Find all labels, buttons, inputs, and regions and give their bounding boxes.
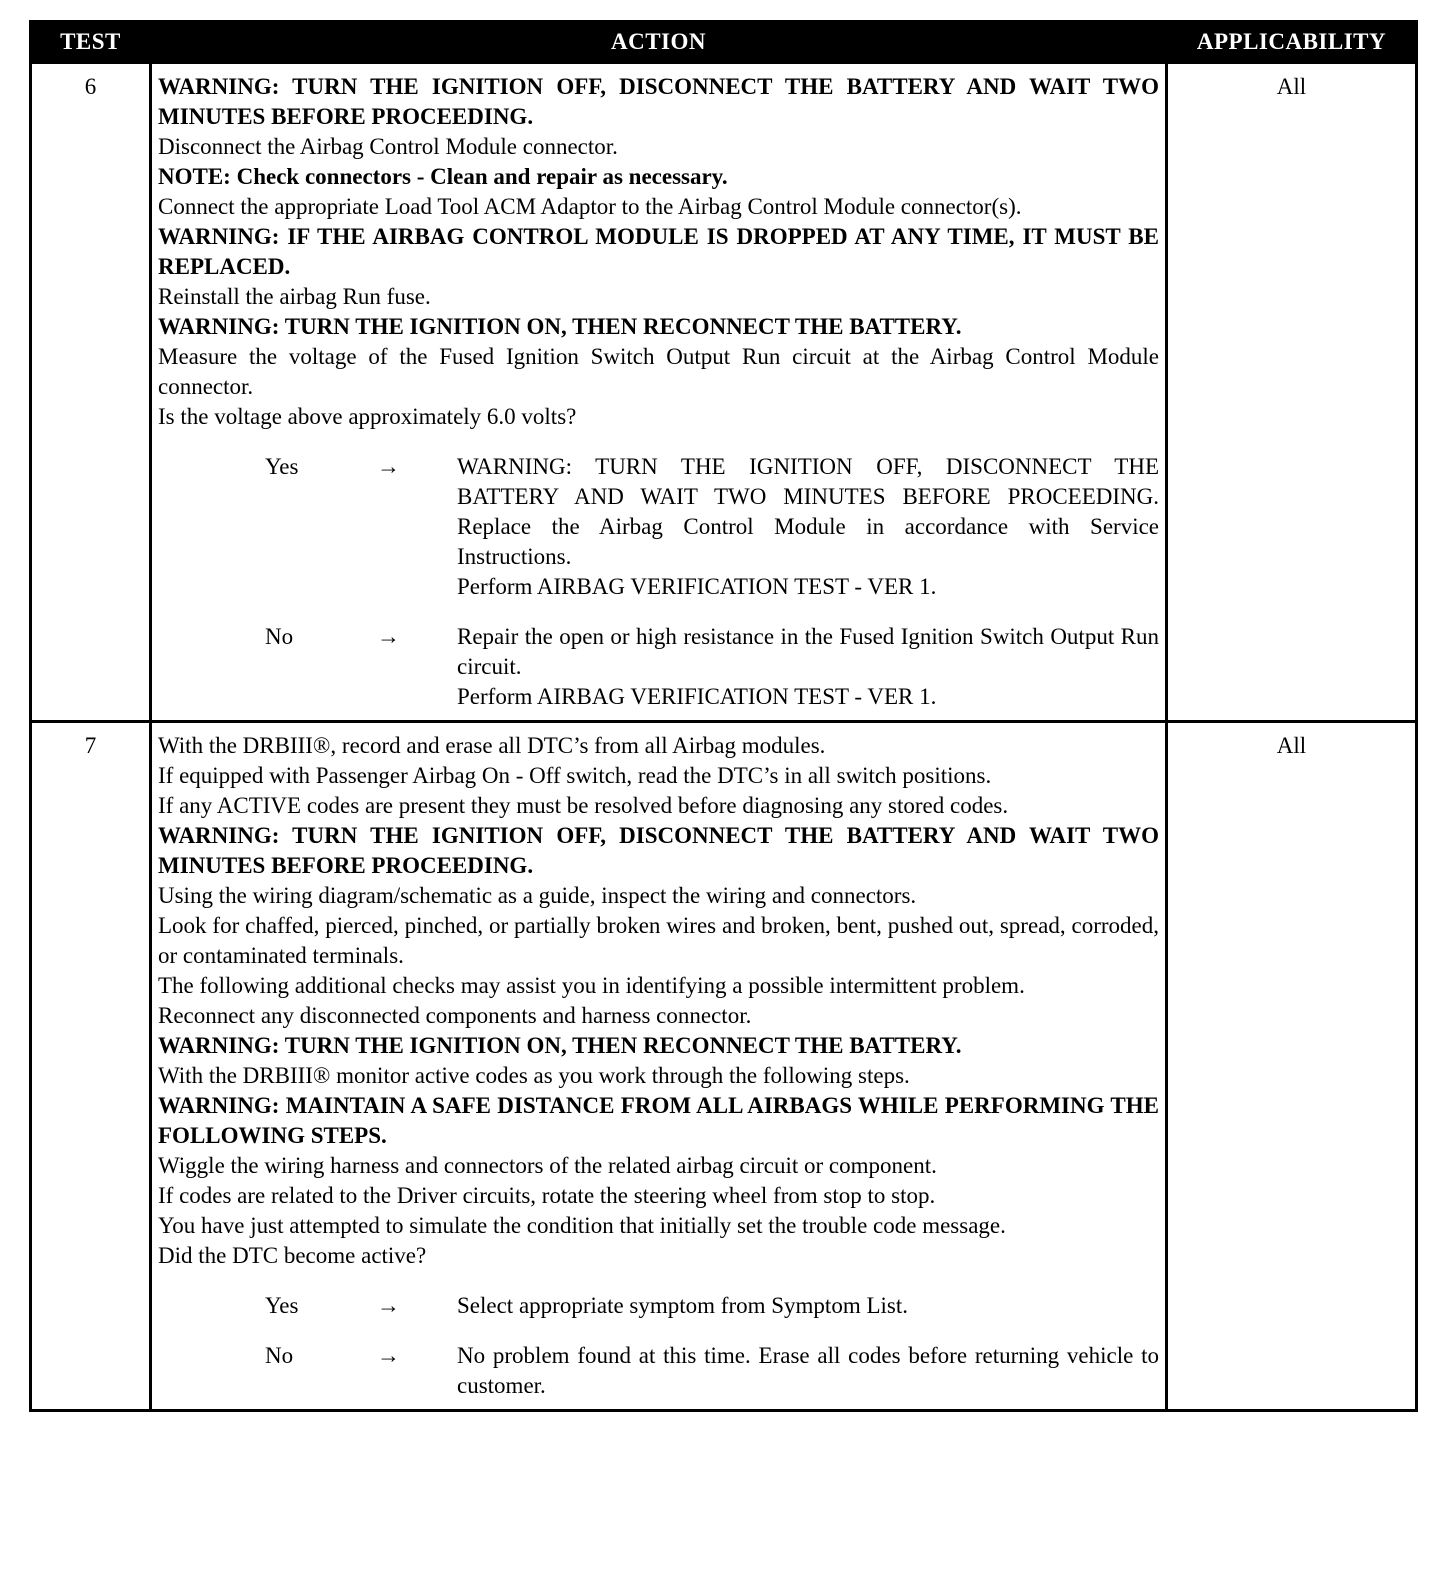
table-body [31, 63, 1417, 1411]
instruction-text: If codes are related to the Driver circuits, rotate the steering wheel from stop to stop. [158, 1183, 936, 1208]
table-row [31, 63, 1417, 722]
instruction-text: If any ACTIVE codes are present they must be resolved before diagnosing any stored codes. [158, 793, 1009, 818]
branch-label: Yes [265, 454, 299, 479]
branch-no [158, 1341, 1159, 1401]
branch-text [457, 1341, 1159, 1401]
instruction-text: Reinstall the airbag Run fuse. [158, 284, 431, 309]
warning-text: WARNING: IF THE AIRBAG CONTROL MODULE IS DROPPED AT ANY TIME, IT MUST BE REPLACED. [158, 224, 1159, 279]
instruction-text: Reconnect any disconnected components and harness connector. [158, 1003, 752, 1028]
arrow-icon: → [377, 454, 400, 479]
branch-text [457, 1291, 1159, 1321]
branch-label: Yes [265, 1293, 299, 1318]
action-cell [151, 722, 1167, 1411]
diagnostic-test-table [29, 20, 1418, 1412]
warning-text: WARNING: MAINTAIN A SAFE DISTANCE FROM ALL AIRBAGS WHILE PERFORMING THE FOLLOWING STEPS. [158, 1093, 1159, 1148]
instruction-text: Did the DTC become active? [158, 1243, 427, 1268]
instruction-text: You have just attempted to simulate the condition that initially set the trouble code message. [158, 1213, 1006, 1238]
instruction-text: Look for chaffed, pierced, pinched, or partially broken wires and broken, bent, pushed out, spread, corroded, or contaminated terminals. [158, 913, 1159, 968]
branch-line: Perform AIRBAG VERIFICATION TEST - VER 1. [457, 574, 937, 599]
instruction-text: Connect the appropriate Load Tool ACM Adaptor to the Airbag Control Module connector(s). [158, 194, 1022, 219]
header-action: ACTION [151, 22, 1167, 63]
instruction-text: With the DRBIII® monitor active codes as you work through the following steps. [158, 1063, 910, 1088]
branch-no [158, 622, 1159, 712]
branch-line: Select appropriate symptom from Symptom List. [457, 1293, 908, 1318]
instruction-text: Is the voltage above approximately 6.0 volts? [158, 404, 577, 429]
branch-line: WARNING: TURN THE IGNITION OFF, DISCONNECT THE BATTERY AND WAIT TWO MINUTES BEFORE PROCEEDING. Replace the Airbag Control Module in accordance with Service Instructions. [457, 454, 1159, 569]
branch-text [457, 452, 1159, 602]
warning-text: WARNING: TURN THE IGNITION ON, THEN RECONNECT THE BATTERY. [158, 314, 962, 339]
test-number: 6 [31, 63, 151, 722]
header-applicability: APPLICABILITY [1167, 22, 1417, 63]
instruction-text: Using the wiring diagram/schematic as a guide, inspect the wiring and connectors. [158, 883, 917, 908]
applicability-value: All [1167, 63, 1417, 722]
arrow-icon: → [377, 624, 400, 649]
test-number: 7 [31, 722, 151, 1411]
instruction-text: If equipped with Passenger Airbag On - Off switch, read the DTC’s in all switch positions. [158, 763, 992, 788]
branch-line: Repair the open or high resistance in the Fused Ignition Switch Output Run circuit. [457, 624, 1159, 679]
branch-yes [158, 452, 1159, 602]
branch-line: No problem found at this time. Erase all codes before returning vehicle to customer. [457, 1343, 1159, 1398]
warning-text: NOTE: Check connectors - Clean and repair as necessary. [158, 164, 728, 189]
branch-yes [158, 1291, 1159, 1321]
warning-text: WARNING: TURN THE IGNITION OFF, DISCONNECT THE BATTERY AND WAIT TWO MINUTES BEFORE PROCEEDING. [158, 823, 1159, 878]
arrow-icon: → [377, 1343, 400, 1368]
branch-label: No [265, 624, 294, 649]
branch-text [457, 622, 1159, 712]
instruction-text: The following additional checks may assist you in identifying a possible intermittent problem. [158, 973, 1025, 998]
instruction-text: Wiggle the wiring harness and connectors of the related airbag circuit or component. [158, 1153, 937, 1178]
instruction-text: With the DRBIII®, record and erase all DTC’s from all Airbag modules. [158, 733, 826, 758]
warning-text: WARNING: TURN THE IGNITION ON, THEN RECONNECT THE BATTERY. [158, 1033, 962, 1058]
instruction-text: Disconnect the Airbag Control Module connector. [158, 134, 618, 159]
table-header-row [31, 22, 1417, 63]
table-row [31, 722, 1417, 1411]
header-test: TEST [31, 22, 151, 63]
applicability-value: All [1167, 722, 1417, 1411]
branch-label: No [265, 1343, 294, 1368]
instruction-text: Measure the voltage of the Fused Ignition Switch Output Run circuit at the Airbag Control Module connector. [158, 344, 1159, 399]
warning-text: WARNING: TURN THE IGNITION OFF, DISCONNECT THE BATTERY AND WAIT TWO MINUTES BEFORE PROCEEDING. [158, 74, 1159, 129]
action-cell [151, 63, 1167, 722]
branch-line: Perform AIRBAG VERIFICATION TEST - VER 1. [457, 684, 937, 709]
arrow-icon: → [377, 1293, 400, 1318]
